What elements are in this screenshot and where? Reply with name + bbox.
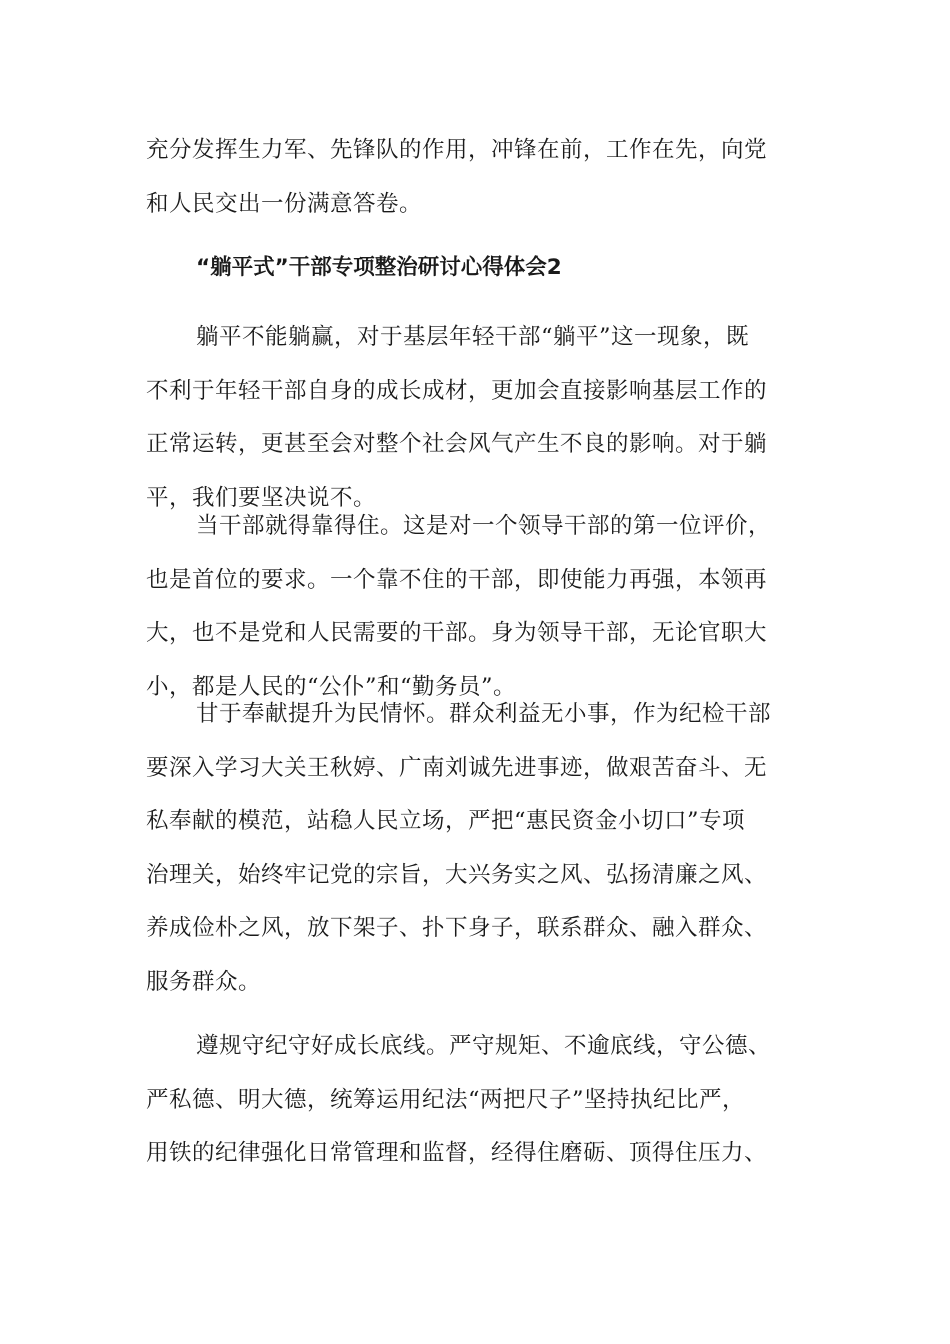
text-line: 和人民交出一份满意答卷。 xyxy=(146,190,423,217)
text-line: 大，也不是党和人民需要的干部。身为领导干部，无论官职大 xyxy=(146,620,768,646)
text-line: 平，我们要坚决说不。 xyxy=(146,484,377,511)
text-line: 要深入学习大关王秋婷、广南刘诚先进事迹，做艰苦奋斗、无 xyxy=(146,754,768,781)
text-line: 遵规守纪守好成长底线。严守规矩、不逾底线，守公德、 xyxy=(196,1033,772,1059)
text-line: 不利于年轻干部自身的成长成材，更加会直接影响基层工作的 xyxy=(146,377,768,404)
text-line: 服务群众。 xyxy=(146,968,262,995)
text-line: 甘于奉献提升为民情怀。群众利益无小事，作为纪检干部 xyxy=(196,701,772,727)
paragraph-1 xyxy=(146,311,796,525)
text-line: 治理关，始终牢记党的宗旨，大兴务实之风、弘扬清廉之风、 xyxy=(146,861,768,888)
text-line: 充分发挥生力军、先锋队的作用，冲锋在前，工作在先，向党 xyxy=(146,137,768,163)
paragraph-4 xyxy=(146,1020,796,1181)
text-line: 用铁的纪律强化日常管理和监督，经得住磨砺、顶得住压力、 xyxy=(146,1140,768,1166)
text-line: 正常运转，更甚至会对整个社会风气产生不良的影响。对于躺 xyxy=(146,431,768,457)
intro-paragraph xyxy=(146,124,796,231)
text-line: 养成俭朴之风，放下架子、扑下身子，联系群众、融入群众、 xyxy=(146,915,768,941)
text-line: 严私德、明大德，统筹运用纪法“两把尺子”坚持执纪比严， xyxy=(146,1086,746,1113)
text-line: 躺平不能躺赢，对于基层年轻干部“躺平”这一现象，既 xyxy=(196,324,750,350)
text-line: 当干部就得靠得住。这是对一个领导干部的第一位评价， xyxy=(196,513,772,539)
paragraph-2 xyxy=(146,500,796,714)
text-line: 私奉献的模范，站稳人民立场，严把“惠民资金小切口”专项 xyxy=(146,808,746,834)
paragraph-3 xyxy=(146,688,796,1009)
section-heading: “躺平式”干部专项整治研讨心得体会2 xyxy=(196,255,562,280)
text-line: 小，都是人民的“公仆”和“勤务员”。 xyxy=(146,673,517,700)
text-line: 也是首位的要求。一个靠不住的干部，即使能力再强，本领再 xyxy=(146,566,768,593)
